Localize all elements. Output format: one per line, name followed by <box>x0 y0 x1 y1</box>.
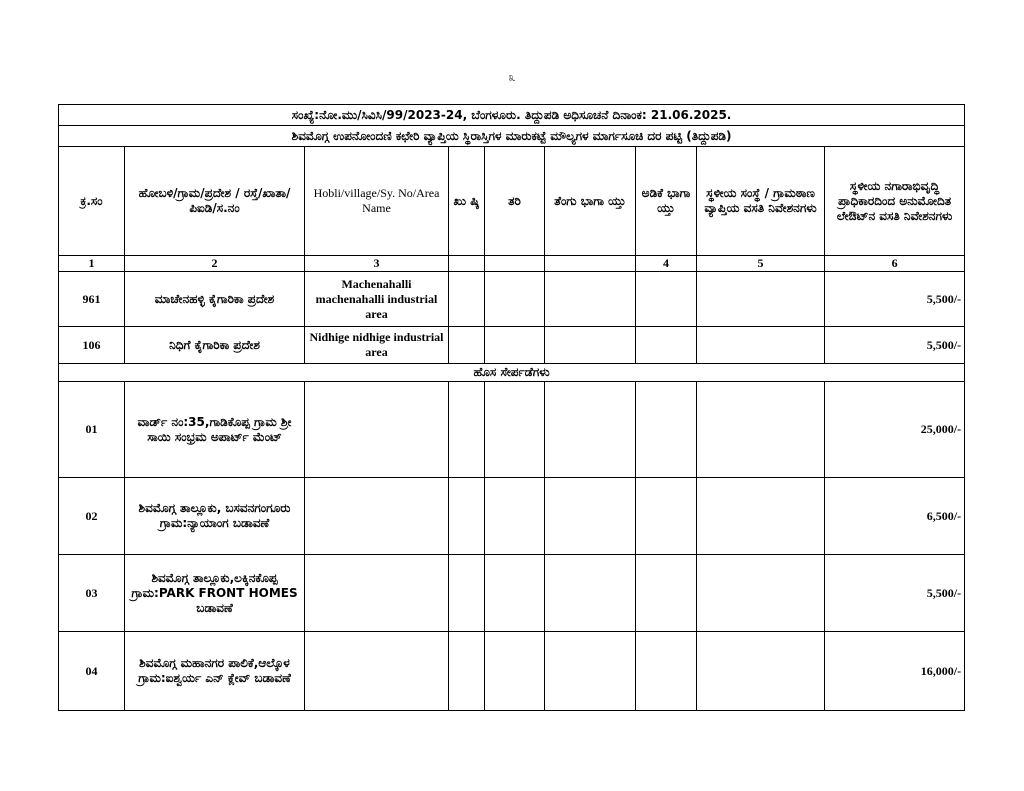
empty-cell <box>636 632 697 711</box>
header-local-body: ಸ್ಥಳೀಯ ಸಂಸ್ಥೆ / ಗ್ರಾಮಠಾಣ ವ್ಯಾಪ್ತಿಯ ವಸತಿ ನಿವೇಶನಗಳು <box>697 147 825 256</box>
row-rate: 6,500/- <box>825 478 965 555</box>
header-sl: ಕ್ರ.ಸಂ <box>59 147 125 256</box>
empty-cell <box>545 327 636 364</box>
empty-cell <box>545 632 636 711</box>
empty-cell <box>545 555 636 632</box>
list-title: ಶಿವಮೊಗ್ಗ ಉಪನೋಂದಣಿ ಕಛೇರಿ ವ್ಯಾಪ್ತಿಯ ಸ್ಥಿರಾಸ್ತಿಗಳ ಮಾರುಕಟ್ಟೆ ಮೌಲ್ಯಗಳ ಮಾರ್ಗಸೂಚಿ ದರ ಪಟ್ಟಿ (ತಿದ್ದುಪಡಿ) <box>59 126 965 147</box>
header-hobli-en: Hobli/village/Sy. No/Area Name <box>305 147 449 256</box>
empty-cell <box>697 382 825 478</box>
empty-cell <box>305 478 449 555</box>
table-row <box>59 632 965 711</box>
empty-cell <box>305 555 449 632</box>
column-number: 2 <box>125 256 305 272</box>
table-row <box>59 327 965 364</box>
empty-cell <box>697 272 825 327</box>
column-number: 3 <box>305 256 449 272</box>
header-urban-dev: ಸ್ಥಳೀಯ ನಗಾರಾಭಿವೃದ್ಧಿ ಪ್ರಾಧಿಕಾರದಿಂದ ಅನುಮೋದಿತ ಲೇಔಟ್‌ನ ವಸತಿ ನಿವೇಶನಗಳು <box>825 147 965 256</box>
row-rate: 5,500/- <box>825 555 965 632</box>
header-coconut: ತೆಂಗು ಭಾಗಾ ಯ್ತು <box>545 147 636 256</box>
empty-cell <box>449 555 485 632</box>
row-sl: 961 <box>59 272 125 327</box>
column-number: 5 <box>697 256 825 272</box>
row-name-kn: ಶಿವಮೊಗ್ಗ ತಾಲ್ಲೂಕು, ಬಸವನಗಂಗೂರು ಗ್ರಾಮ:ನ್ಯಾಯಾಂಗ ಬಡಾವಣೆ <box>125 478 305 555</box>
row-rate: 25,000/- <box>825 382 965 478</box>
header-tari: ತರಿ <box>485 147 545 256</box>
empty-cell <box>449 632 485 711</box>
row-rate: 16,000/- <box>825 632 965 711</box>
empty-cell <box>636 272 697 327</box>
row-sl: 01 <box>59 382 125 478</box>
empty-cell <box>485 382 545 478</box>
row-name-kn: ಶಿವಮೊಗ್ಗ ತಾಲ್ಲೂಕು,ಲಕ್ಕಿನಕೊಪ್ಪ ಗ್ರಾಮ:PARK FRONT HOMES ಬಡಾವಣೆ <box>125 555 305 632</box>
table-row <box>59 555 965 632</box>
table-row <box>59 478 965 555</box>
row-sl: 04 <box>59 632 125 711</box>
empty-cell <box>485 327 545 364</box>
guidance-value-table <box>58 104 965 711</box>
row-sl: 03 <box>59 555 125 632</box>
table-row <box>59 382 965 478</box>
table-header <box>59 147 965 256</box>
column-number <box>545 256 636 272</box>
row-name-kn: ಮಾಚೇನಹಳ್ಳಿ ಕೈಗಾರಿಕಾ ಪ್ರದೇಶ <box>125 272 305 327</box>
column-number: 1 <box>59 256 125 272</box>
empty-cell <box>697 327 825 364</box>
empty-cell <box>449 382 485 478</box>
empty-cell <box>697 478 825 555</box>
row-name-kn: ಶಿವಮೊಗ್ಗ ಮಹಾನಗರ ಪಾಲಿಕೆ,ಆಲ್ಕೊಳ ಗ್ರಾಮ:ಐಶ್ವರ್ಯ ಎನ್ ಕ್ಲೇವ್ ಬಡಾವಣೆ <box>125 632 305 711</box>
empty-cell <box>636 382 697 478</box>
table-row <box>59 272 965 327</box>
empty-cell <box>485 555 545 632</box>
section-title-new-additions: ಹೊಸ ಸೇರ್ಪಡೆಗಳು <box>59 364 965 382</box>
row-sl: 106 <box>59 327 125 364</box>
empty-cell <box>545 382 636 478</box>
row-name-kn: ನಿಧಿಗೆ ಕೈಗಾರಿಕಾ ಪ್ರದೇಶ <box>125 327 305 364</box>
header-khushki: ಖು ಷ್ಕಿ <box>449 147 485 256</box>
empty-cell <box>697 632 825 711</box>
empty-cell <box>636 555 697 632</box>
empty-cell <box>636 327 697 364</box>
page-number: ೩ <box>508 70 516 85</box>
row-name-en: Nidhige nidhige industrial area <box>305 327 449 364</box>
row-sl: 02 <box>59 478 125 555</box>
column-number-row <box>59 256 965 272</box>
empty-cell <box>636 478 697 555</box>
empty-cell <box>449 272 485 327</box>
row-rate: 5,500/- <box>825 327 965 364</box>
column-number <box>485 256 545 272</box>
header-hobli-kn: ಹೋಬಳಿ/ಗ್ರಾಮ/ಪ್ರದೇಶ / ರಸ್ತೆ/ಖಾತಾ/ ಪಿಐಡಿ/ಸ.ನಂ <box>125 147 305 256</box>
empty-cell <box>545 272 636 327</box>
empty-cell <box>305 382 449 478</box>
empty-cell <box>485 272 545 327</box>
header-arecanut: ಅಡಿಕೆ ಭಾಗಾ ಯ್ತು <box>636 147 697 256</box>
empty-cell <box>545 478 636 555</box>
empty-cell <box>449 327 485 364</box>
row-name-kn: ವಾರ್ಡ್ ನಂ:35,ಗಾಡಿಕೊಪ್ಪ ಗ್ರಾಮ ಶ್ರೀ ಸಾಯಿ ಸಂಭ್ರಮ ಅಪಾರ್ಟ್ ಮೆಂಟ್ <box>125 382 305 478</box>
empty-cell <box>449 478 485 555</box>
empty-cell <box>485 632 545 711</box>
row-name-en: Machenahalli machenahalli industrial area <box>305 272 449 327</box>
column-number <box>449 256 485 272</box>
column-number: 4 <box>636 256 697 272</box>
empty-cell <box>305 632 449 711</box>
row-rate: 5,500/- <box>825 272 965 327</box>
notification-title: ಸಂಖ್ಯೆ:ನೋ.ಮು/ಸಿವಿಸಿ/99/2023-24, ಬೆಂಗಳೂರು. ತಿದ್ದುಪಡಿ ಅಧಿಸೂಚನೆ ದಿನಾಂಕ: 21.06.2025. <box>59 105 965 126</box>
empty-cell <box>697 555 825 632</box>
column-number: 6 <box>825 256 965 272</box>
empty-cell <box>485 478 545 555</box>
